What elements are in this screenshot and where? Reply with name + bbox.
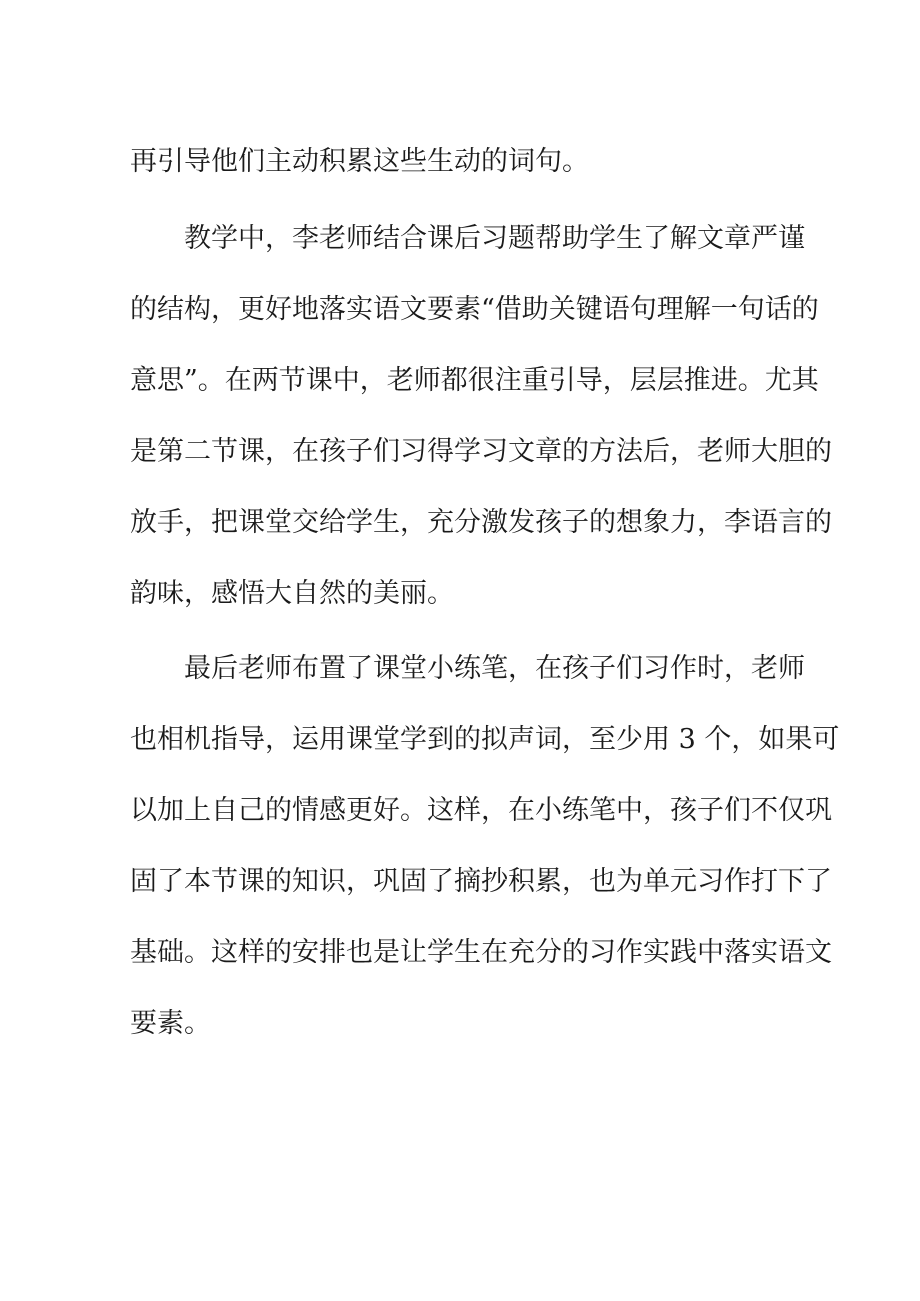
text-line: 基础。这样的安排也是让学生在充分的习作实践中落实语文	[130, 937, 832, 968]
text-line: 意思”。在两节课中，老师都很注重引导，层层推进。尤其	[130, 365, 819, 396]
text-line: 的结构，更好地落实语文要素“借助关键语句理解一句话的	[130, 294, 819, 325]
text-line: 固了本节课的知识，巩固了摘抄积累，也为单元习作打下了	[130, 866, 832, 897]
text-line: 韵味，感悟大自然的美丽。	[130, 578, 454, 609]
text-line: 是第二节课，在孩子们习得学习文章的方法后，老师大胆的	[130, 436, 832, 467]
text-line: 放手，把课堂交给学生，充分激发孩子的想象力，李语言的	[130, 507, 832, 538]
text-line: 教学中，李老师结合课后习题帮助学生了解文章严谨	[184, 223, 805, 254]
text-line: 再引导他们主动积累这些生动的词句。	[130, 146, 589, 177]
text-line: 也相机指导，运用课堂学到的拟声词，至少用 3 个，如果可	[130, 724, 840, 755]
text-line: 要素。	[130, 1008, 211, 1039]
text-line: 以加上自己的情感更好。这样，在小练笔中，孩子们不仅巩	[130, 795, 832, 826]
text-line: 最后老师布置了课堂小练笔，在孩子们习作时，老师	[184, 653, 805, 684]
